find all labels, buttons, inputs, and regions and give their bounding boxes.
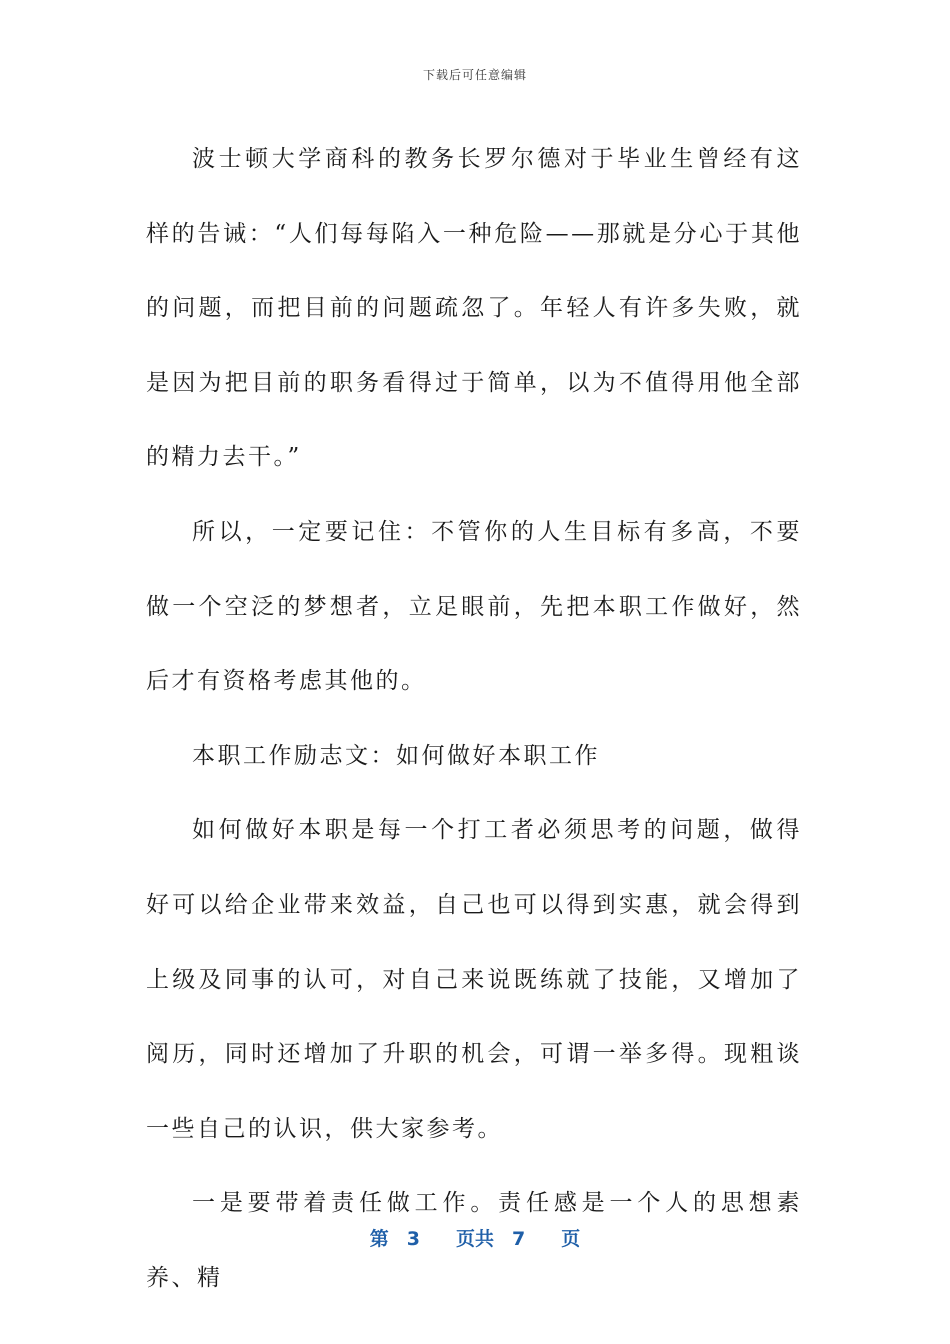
document-body [146,122,802,1316]
page-number-footer [0,1224,950,1251]
paragraph-4: 如何做好本职是每一个打工者必须思考的问题，做得好可以给企业带来效益，自己也可以得到实惠，就会得到上级及同事的认可，对自己来说既练就了技能，又增加了阅历，同时还增加了升职的机会，可谓一举多得。现粗谈一些自己的认识，供大家参考。 [146,817,802,1142]
paragraph-2: 所以，一定要记住：不管你的人生目标有多高，不要做一个空泛的梦想者，立足眼前，先把本职工作做好，然后才有资格考虑其他的。 [146,518,802,695]
page-current: 3 [406,1228,420,1250]
paragraph-5: 一是要带着责任做工作。责任感是一个人的思想素养、精 [146,1190,802,1291]
paragraph-1: 波士顿大学商科的教务长罗尔德对于毕业生曾经有这样的告诫：“人们每每陷入一种危险——那就是分心于其他的问题，而把目前的问题疏忽了。年轻人有许多失败，就是因为把目前的职务看得过于简单，以为不值得用他全部的精力去干。” [146,146,802,471]
page-header: 下载后可任意编辑 [422,68,527,82]
page-mid: 页共 [455,1228,494,1250]
page-total: 7 [512,1228,526,1250]
page-prefix: 第 [369,1228,389,1250]
paragraph-3-heading: 本职工作励志文：如何做好本职工作 [192,742,600,769]
page-suffix: 页 [561,1228,581,1250]
